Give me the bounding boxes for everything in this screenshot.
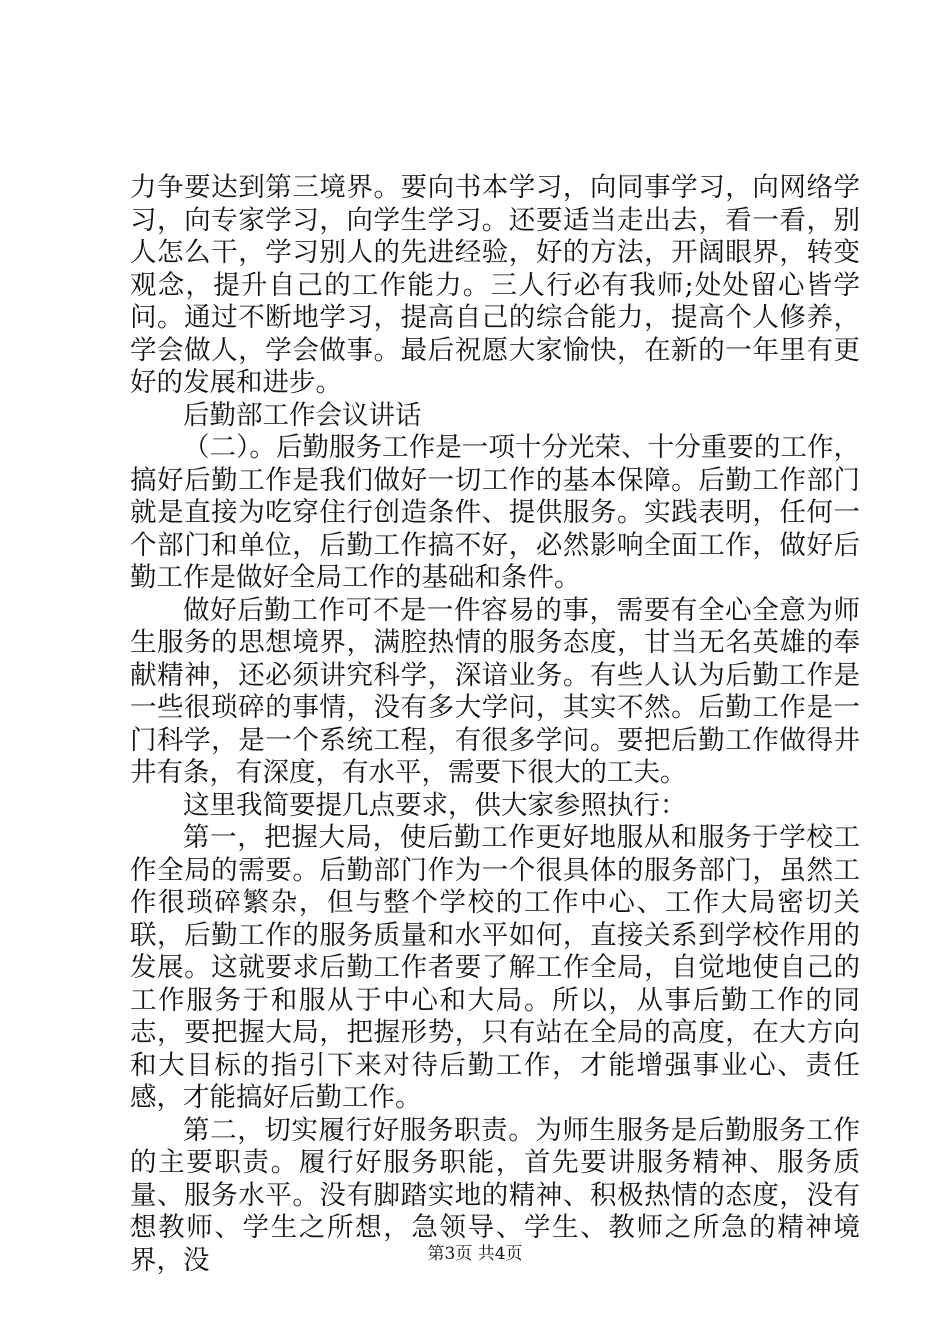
paragraph-logistics: 做好后勤工作可不是一件容易的事，需要有全心全意为师生服务的思想境界，满腔热情的服务态度，甘当无名英雄的奉献精神，还必须讲究科学，深谙业务。有些人认为后勤工作是一些很琐碎的事情，没有多大学问，其实不然。后勤工作是一门科学，是一个系统工程，有很多学问。要把后勤工作做得井井有条，有深度，有水平，需要下很大的工夫。 xyxy=(130,594,860,788)
page-footer: 第3页 共4页 xyxy=(427,1244,523,1264)
document-body xyxy=(130,172,860,1277)
paragraph-second-point: 第二，切实履行好服务职责。为师生服务是后勤服务工作的主要职责。履行好服务职能，首先要讲服务精神、服务质量、服务水平。没有脚踏实地的精神、积极热情的态度，没有想教师、学生之所想，急领导、学生、教师之所急的精神境界，没 xyxy=(130,1114,860,1276)
paragraph-continuation: 力争要达到第三境界。要向书本学习，向同事学习，向网络学习，向专家学习，向学生学习。还要适当走出去，看一看，别人怎么干，学习别人的先进经验，好的方法，开阔眼界，转变观念，提升自己的工作能力。三人行必有我师;处处留心皆学问。通过不断地学习，提高自己的综合能力，提高个人修养，学会做人，学会做事。最后祝愿大家愉快，在新的一年里有更好的发展和进步。 xyxy=(130,172,860,398)
section-heading: 后勤部工作会议讲话 xyxy=(183,399,422,431)
paragraph-first-point: 第一，把握大局，使后勤工作更好地服从和服务于学校工作全局的需要。后勤部门作为一个很具体的服务部门，虽然工作很琐碎繁杂，但与整个学校的工作中心、工作大局密切关联，后勤工作的服务质量和水平如何，直接关系到学校作用的发展。这就要求后勤工作者要了解工作全局，自觉地使自己的工作服务于和服从于中心和大局。所以，从事后勤工作的同志，要把握大局，把握形势，只有站在全局的高度，在大方向和大目标的指引下来对待后勤工作，才能增强事业心、责任感，才能搞好后勤工作。 xyxy=(130,822,860,1113)
paragraph-requirements-intro: 这里我简要提几点要求，供大家参照执行： xyxy=(183,789,687,821)
paragraph-intro: （二）。后勤服务工作是一项十分光荣、十分重要的工作，搞好后勤工作是我们做好一切工作的基本保障。后勤工作部门就是直接为吃穿住行创造条件、提供服务。实践表明，任何一个部门和单位，后勤工作搞不好，必然影响全面工作，做好后勤工作是做好全局工作的基础和条件。 xyxy=(130,432,860,593)
